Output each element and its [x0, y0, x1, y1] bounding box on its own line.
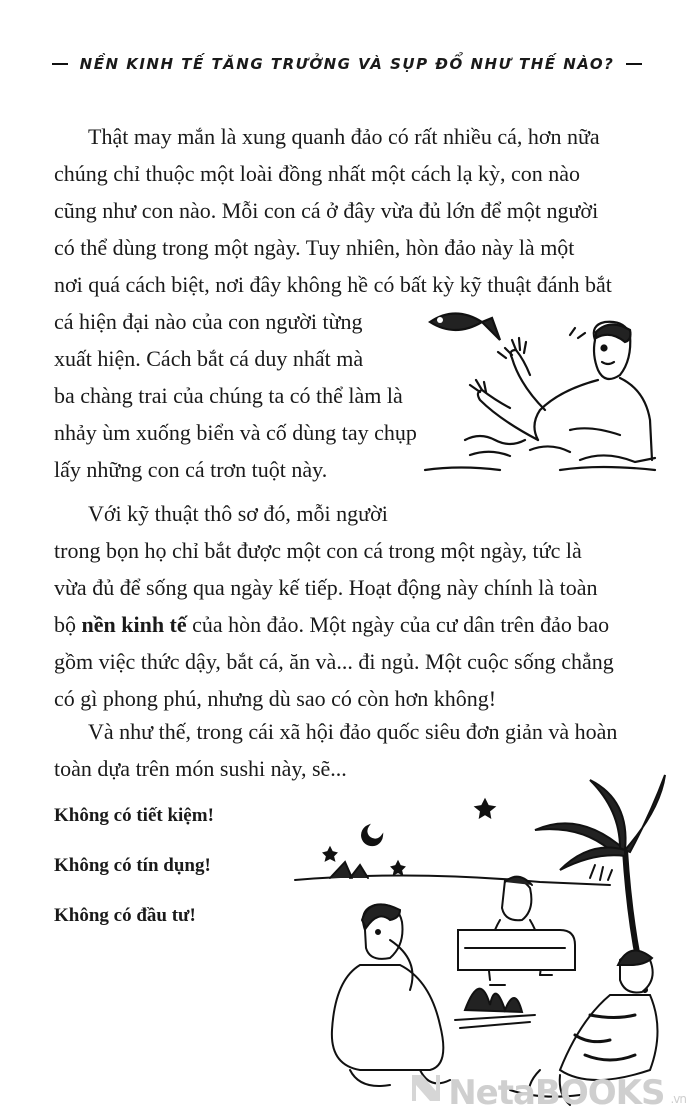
text-line: Và như thế, trong cái xã hội đảo quốc siêu đơn giản và hoàn — [88, 719, 618, 744]
header-rule-right — [626, 63, 642, 65]
text-line: có thể dùng trong một ngày. Tuy nhiên, hòn đảo này là một — [54, 235, 575, 260]
publisher-watermark — [408, 1071, 686, 1114]
text-line: vừa đủ để sống qua ngày kế tiếp. Hoạt động này chính là toàn — [54, 575, 598, 600]
running-header-title: NỀN KINH TẾ TĂNG TRƯỞNG VÀ SỤP ĐỔ NHƯ THẾ NÀO? — [79, 55, 615, 73]
publisher-domain: .vn — [670, 1092, 686, 1106]
text-line: cũng như con nào. Mỗi con cá ở đây vừa đủ lớn để một người — [54, 198, 599, 223]
emphasis-line: Không có tín dụng! — [54, 855, 211, 876]
text-line — [54, 606, 664, 643]
text-line: Với kỹ thuật thô sơ đó, mỗi người — [88, 501, 388, 526]
text-line: lấy những con cá trơn tuột này. — [54, 457, 328, 482]
running-header — [52, 52, 642, 76]
text-fragment: của hòn đảo. Một ngày của cư dân trên đảo bao — [186, 612, 610, 637]
island-campfire-illustration — [290, 770, 670, 1115]
text-line: gồm việc thức dậy, bắt cá, ăn và... đi ngủ. Một cuộc sống chẳng — [54, 649, 614, 674]
man-catching-fish-illustration — [420, 300, 660, 475]
publisher-name: NetaBOOKS — [448, 1072, 665, 1113]
paragraph-2 — [54, 495, 664, 717]
publisher-logo-icon — [408, 1071, 442, 1114]
text-line: nơi quá cách biệt, nơi đây không hề có bất kỳ kỹ thuật đánh bắt — [54, 272, 612, 297]
text-line: xuất hiện. Cách bắt cá duy nhất mà — [54, 346, 364, 371]
text-line: toàn dựa trên món sushi này, sẽ... — [54, 756, 347, 781]
text-line: nhảy ùm xuống biển và cố dùng tay chụp — [54, 420, 417, 445]
text-line: ba chàng trai của chúng ta có thể làm là — [54, 383, 403, 408]
text-line: có gì phong phú, nhưng dù sao có còn hơn không! — [54, 686, 497, 711]
header-rule-left — [52, 63, 68, 65]
text-line: Thật may mắn là xung quanh đảo có rất nhiều cá, hơn nữa — [88, 124, 600, 149]
text-line: trong bọn họ chỉ bắt được một con cá trong một ngày, tức là — [54, 538, 582, 563]
text-line: chúng chỉ thuộc một loài đồng nhất một cách lạ kỳ, con nào — [54, 161, 581, 186]
emphasis-line: Không có đầu tư! — [54, 905, 196, 926]
bold-term: nền kinh tế — [81, 612, 187, 637]
text-fragment: bộ — [54, 612, 82, 637]
emphasis-line: Không có tiết kiệm! — [54, 805, 214, 826]
text-line: cá hiện đại nào của con người từng — [54, 309, 363, 334]
